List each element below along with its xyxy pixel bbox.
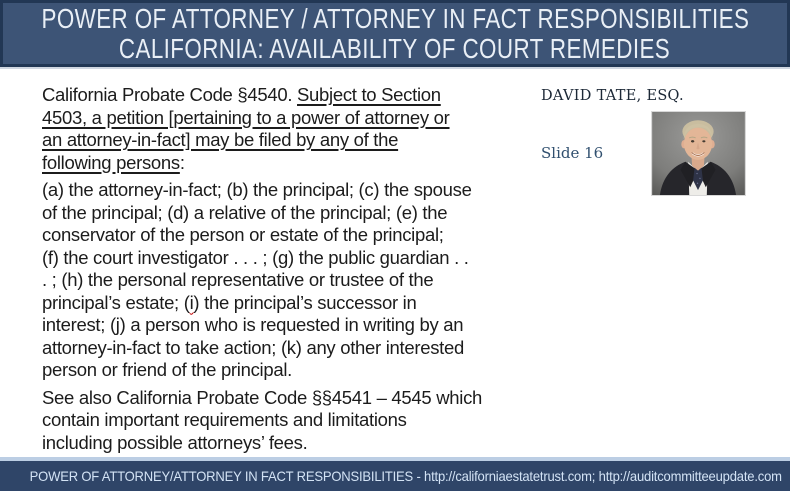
paragraph xyxy=(42,84,520,174)
text-line: attorney-in-fact to take action; (k) any other interested xyxy=(42,336,464,358)
text-line: principal’s estate; (i) the principal’s successor in xyxy=(42,291,417,313)
text-line: interest; (j) a person who is requested in writing by an xyxy=(42,314,464,335)
text-line: contain important requirements and limitations xyxy=(42,409,407,430)
text-line: 4503, a petition [pertaining to a power of attorney or xyxy=(42,106,450,128)
text-line: of the principal; (d) a relative of the principal; (e) the xyxy=(42,201,448,223)
text-line: (f) the court investigator . . . ; (g) the public guardian . . xyxy=(42,246,469,268)
text-line: . ; (h) the personal representative or trustee of the xyxy=(42,269,434,290)
text-line: California Probate Code §4540. Subject to Section xyxy=(42,84,441,105)
author-name: DAVID TATE, ESQ. xyxy=(541,88,684,104)
text-line: See also California Probate Code §§4541 – 4545 which xyxy=(42,386,483,408)
text-line: conservator of the person or estate of the principal; xyxy=(42,224,444,245)
portrait-photo-icon xyxy=(652,112,745,195)
slide-title-line-1: POWER OF ATTORNEY / ATTORNEY IN FACT RESPONSIBILITIES xyxy=(41,2,749,34)
slide-number-label: Slide 16 xyxy=(541,144,604,162)
text-line: an attorney-in-fact] may be filed by any of the xyxy=(42,129,399,150)
text-line: including possible attorneys’ fees. xyxy=(42,431,308,453)
slide-title-line-2: CALIFORNIA: AVAILABILITY OF COURT REMEDIES xyxy=(119,32,671,64)
title-banner xyxy=(0,0,790,67)
text-line: (a) the attorney-in-fact; (b) the principal; (c) the spouse xyxy=(42,179,472,200)
footer-link-californiaestatetrust[interactable]: http://californiaestatetrust.com xyxy=(423,468,592,484)
footer-slide-title: POWER OF ATTORNEY/ATTORNEY IN FACT RESPONSIBILITIES - xyxy=(29,468,424,484)
text-line: following persons: xyxy=(42,151,185,173)
paragraph xyxy=(42,179,520,382)
author-headshot-photo xyxy=(651,111,746,196)
text-line: person or friend of the principal. xyxy=(42,359,292,380)
footer-link-auditcommitteeupdate[interactable]: http://auditcommitteeupdate.com xyxy=(598,468,782,484)
paragraph xyxy=(42,387,520,455)
footer-separator: ; xyxy=(591,468,599,484)
footer-bar xyxy=(0,457,790,491)
body-paragraphs xyxy=(42,84,520,459)
footer-text xyxy=(9,452,782,491)
